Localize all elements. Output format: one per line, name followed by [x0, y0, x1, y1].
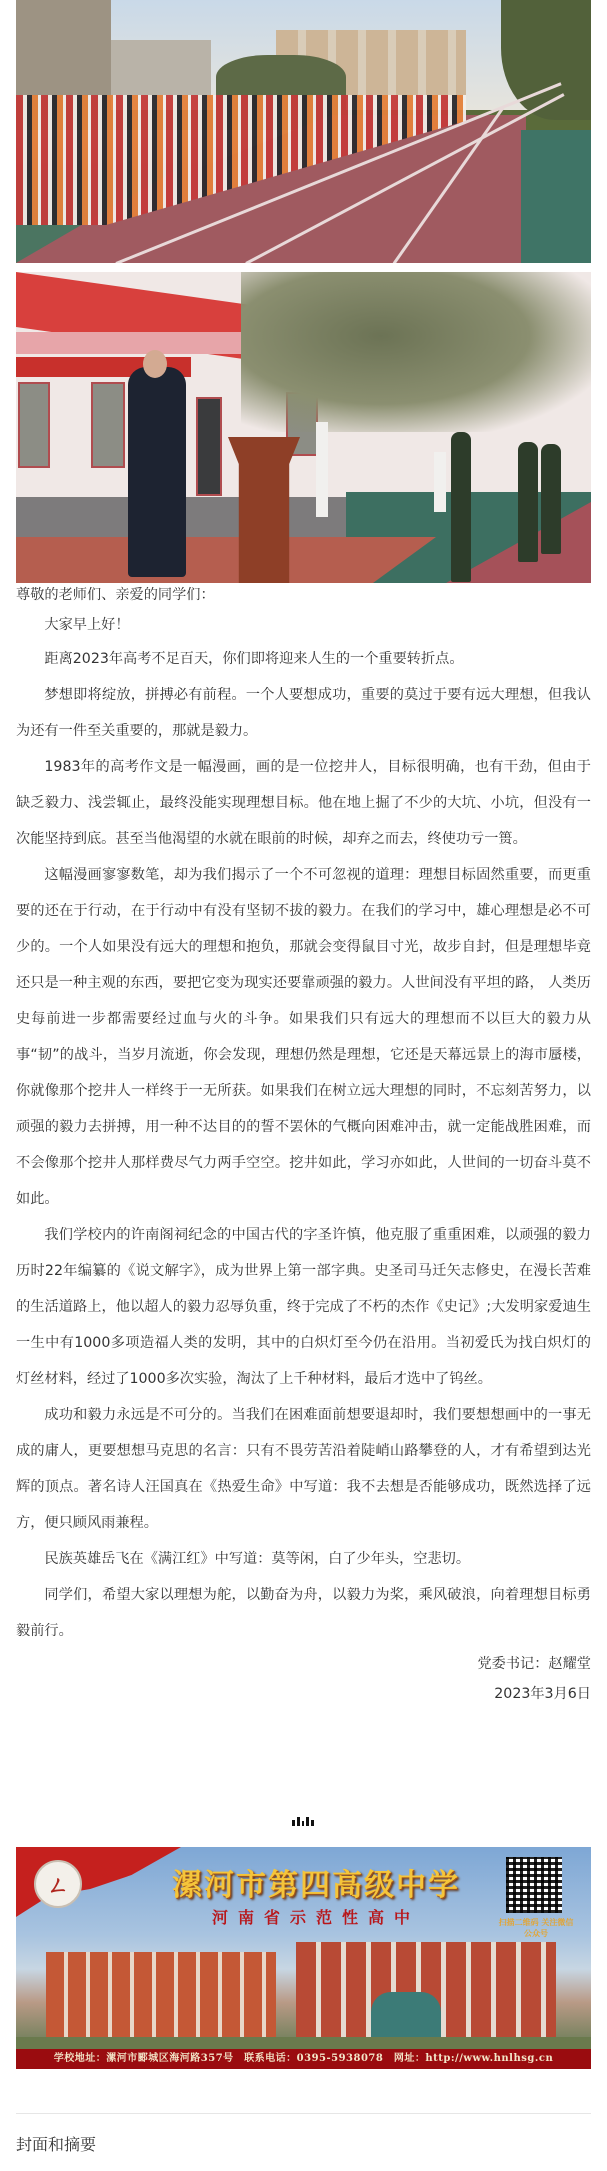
signature: 党委书记：赵耀堂 — [477, 1656, 591, 1672]
speaker-head — [143, 350, 167, 378]
speech-article — [16, 583, 591, 1709]
speaker-at-podium-photo — [16, 272, 591, 583]
paragraph: 这幅漫画寥寥数笔，却为我们揭示了一个不可忽视的道理：理想目标固然重要，而更重要的还在于行动，在于行动中有没有坚韧不拔的毅力。在我们的学习中，雄心理想是必不可少的。一个人如果没有远大的理想和抱负，那就会变得鼠目寸光，故步自封，但是理想毕竟还只是一种主观的东西，要把它变为现实还要靠顽强的毅力。人世间没有平坦的路， 人类历史每前进一步都需要经过血与火的斗争。如果我们只有远大的理想而不以巨大的毅力从事“韧”的战斗，当岁月流逝，你会发现，理想仍然是理想，它还是天幕远景上的海市蜃楼，你就像那个挖井人一样终于一无所获。如果我们在树立远大理想的同时，不忘刻苦努力，以顽强的毅力去拼搏，用一种不达目的的誓不罢休的气概向困难冲击，就一定能战胜困难，而不会像那个挖井人那样费尽气力两手空空。挖井如此，学习亦如此，人世间的一切奋斗莫不如此。 — [16, 867, 591, 1207]
building-low — [111, 40, 211, 100]
school-contact-footer: 学校地址：漯河市郾城区海河路357号 联系电话：0395-5938078 网址：http://www.hnlhsg.cn — [16, 2049, 591, 2069]
door — [196, 397, 222, 496]
paragraph: 1983年的高考作文是一幅漫画，画的是一位挖井人，目标很明确，也有干劲，但由于缺乏毅力、浅尝辄止，最终没能实现理想目标。他在地上掘了不少的大坑、小坑，但没有一次能坚持到底。甚至当他渴望的水就在眼前的时候，却弃之而去，终使功亏一篑。 — [16, 759, 591, 847]
glass-entrance — [371, 1992, 441, 2042]
stage — [16, 537, 436, 583]
paragraph: 梦想即将绽放，拼搏必有前程。一个人要想成功，重要的莫过于要有远大理想，但我认为还有一件至关重要的，那就是毅力。 — [16, 687, 591, 739]
flag-guard — [451, 432, 471, 582]
window — [91, 382, 125, 468]
date: 2023年3月6日 — [494, 1686, 591, 1702]
greeting: 大家早上好！ — [44, 617, 130, 633]
paragraph: 我们学校内的许南阁祠纪念的中国古代的字圣许慎，他克服了重重困难，以顽强的毅力历时22年编纂的《说文解字》，成为世界上第一部字典。史圣司马迁矢志修史，在漫长苦难的生活道路上，他以超人的毅力忍辱负重，终于完成了不朽的杰作《史记》;大发明家爱迪生一生中有1000多项造福人类的发明，其中的白炽灯至今仍在沿用。当初爱氏为找白炽灯的灯丝材料，经过了1000多次实验，淘汰了上千种材料，最后才选中了钨丝。 — [16, 1227, 591, 1387]
school-subtitle: 河南省示范性高中 — [211, 1908, 420, 1927]
qr-caption: 扫描二维码 关注微信公众号 — [498, 1918, 574, 1938]
paragraph: 成功和毅力永远是不可分的。当我们在困难面前想要退却时，我们要想想画中的一事无成的庸人，更要想想马克思的名言：只有不畏劳苦沿着陡峭山路攀登的人，才有希望到达光辉的顶点。著名诗人汪国真在《热爱生命》中写道：我不去想是否能够成功，既然选择了远方，便只顾风雨兼程。 — [16, 1407, 591, 1531]
campus-ground — [16, 2037, 591, 2049]
flag-guard — [541, 444, 561, 554]
tree-trunk — [316, 422, 328, 517]
window — [18, 382, 50, 468]
campus-buildings-left — [46, 1952, 276, 2042]
paragraph: 距离2023年高考不足百天，你们即将迎来人生的一个重要转折点。 — [44, 651, 464, 667]
paragraph: 同学们，希望大家以理想为舵，以勤奋为舟，以毅力为桨，乘风破浪，向着理想目标勇毅前行。 — [16, 1587, 591, 1639]
flag-guard — [518, 442, 538, 562]
students-assembly-photo — [16, 0, 591, 263]
speaker — [128, 367, 186, 577]
field-right — [521, 130, 591, 263]
logo-glyph: ㄥ — [46, 1873, 69, 1899]
section-title[interactable]: 封面和摘要 — [16, 2135, 97, 2154]
salutation: 尊敬的老师们、亲爱的同学们： — [16, 587, 215, 603]
section-divider — [16, 2113, 591, 2114]
school-logo-icon — [34, 1860, 82, 1908]
tree-trunk — [434, 452, 446, 512]
bar-chart-divider-icon — [292, 1815, 314, 1826]
school-banner-image — [16, 1847, 591, 2069]
paragraph: 民族英雄岳飞在《满江红》中写道：莫等闲，白了少年头，空悲切。 — [44, 1551, 471, 1567]
school-name: 漯河市第四高级中学 — [172, 1868, 460, 1903]
qr-code-icon — [506, 1857, 562, 1913]
trees — [241, 272, 591, 432]
building-left — [16, 0, 111, 100]
